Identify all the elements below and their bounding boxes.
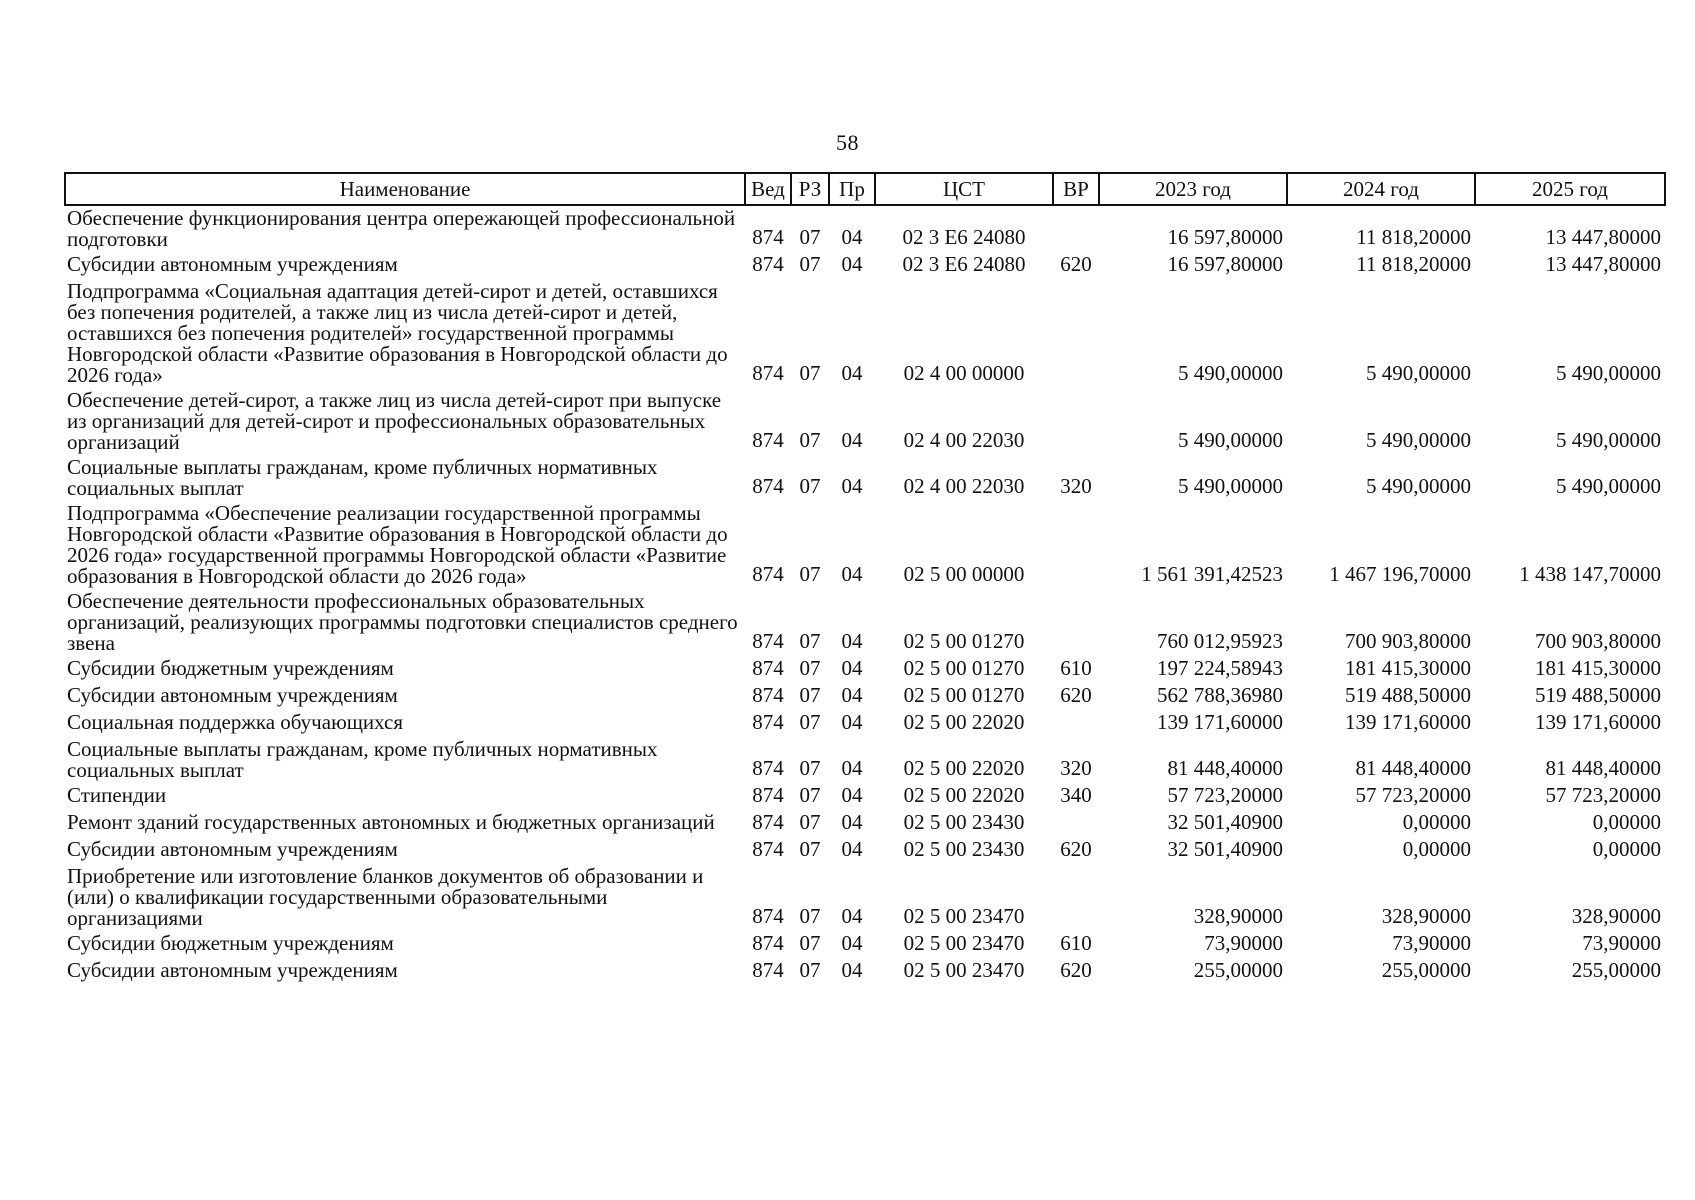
- table-row: [65, 958, 1665, 985]
- cell-name: Социальные выплаты гражданам, кроме публичных нормативных социальных выплат: [67, 455, 658, 500]
- cell-2024: 5 490,00000: [1366, 361, 1471, 385]
- cell-name: Субсидии бюджетным учреждениям: [67, 656, 394, 680]
- cell-2025: 13 447,80000: [1545, 225, 1661, 249]
- cell-pr: 04: [841, 361, 863, 385]
- cell-cst: 02 5 00 23430: [903, 837, 1025, 861]
- cell-2025: 255,00000: [1571, 958, 1661, 982]
- cell-cst: 02 5 00 22020: [903, 710, 1025, 734]
- cell-2024: 181 415,30000: [1345, 656, 1471, 680]
- cell-ved: 874: [752, 683, 784, 707]
- cell-vr: 610: [1060, 656, 1092, 680]
- cell-2023: 328,90000: [1193, 904, 1283, 928]
- cell-pr: 04: [841, 756, 863, 780]
- cell-cst: 02 5 00 00000: [903, 562, 1025, 586]
- cell-cst: 02 5 00 23430: [903, 810, 1025, 834]
- cell-cst: 02 3 Е6 24080: [902, 252, 1026, 276]
- cell-rz: 07: [799, 428, 821, 452]
- cell-ved: 874: [752, 225, 784, 249]
- cell-2023: 16 597,80000: [1167, 252, 1283, 276]
- cell-2024: 328,90000: [1381, 904, 1471, 928]
- cell-2025: 81 448,40000: [1545, 756, 1661, 780]
- cell-pr: 04: [841, 562, 863, 586]
- budget-table-container: [64, 172, 1664, 985]
- cell-cst: 02 5 00 23470: [903, 904, 1025, 928]
- cell-vr: 320: [1060, 756, 1092, 780]
- table-row: [65, 864, 1665, 931]
- cell-2023: 81 448,40000: [1167, 756, 1283, 780]
- table-row: [65, 931, 1665, 958]
- cell-2023: 562 788,36980: [1157, 683, 1283, 707]
- cell-cst: 02 5 00 22020: [903, 783, 1025, 807]
- cell-pr: 04: [841, 474, 863, 498]
- cell-2024: 81 448,40000: [1355, 756, 1471, 780]
- cell-2025: 700 903,80000: [1535, 629, 1661, 653]
- table-row: [65, 783, 1665, 810]
- cell-rz: 07: [799, 837, 821, 861]
- page-number: 58: [836, 130, 859, 155]
- cell-2023: 32 501,40900: [1167, 837, 1283, 861]
- cell-cst: 02 4 00 22030: [903, 474, 1025, 498]
- cell-2025: 73,90000: [1582, 931, 1661, 955]
- cell-2023: 73,90000: [1204, 931, 1283, 955]
- table-row: [65, 252, 1665, 279]
- cell-ved: 874: [752, 904, 784, 928]
- header-rz: РЗ: [791, 173, 829, 205]
- cell-2023: 760 012,95923: [1157, 629, 1283, 653]
- cell-pr: 04: [841, 629, 863, 653]
- cell-2023: 5 490,00000: [1178, 428, 1283, 452]
- cell-name: Обеспечение функционирования центра опережающей профессиональной подготовки: [67, 206, 736, 251]
- header-2025: 2025 год: [1475, 173, 1665, 205]
- table-row: [65, 455, 1665, 501]
- cell-2025: 0,00000: [1592, 837, 1661, 861]
- header-ved: Вед: [745, 173, 791, 205]
- cell-2024: 519 488,50000: [1345, 683, 1471, 707]
- header-cst: ЦСТ: [875, 173, 1053, 205]
- header-name: Наименование: [65, 173, 745, 205]
- cell-cst: 02 5 00 01270: [903, 629, 1025, 653]
- table-row: [65, 810, 1665, 837]
- cell-2023: 255,00000: [1193, 958, 1283, 982]
- cell-vr: 620: [1060, 252, 1092, 276]
- cell-rz: 07: [799, 783, 821, 807]
- table-row: [65, 205, 1665, 252]
- cell-2023: 57 723,20000: [1167, 783, 1283, 807]
- cell-rz: 07: [799, 710, 821, 734]
- cell-ved: 874: [752, 958, 784, 982]
- cell-2024: 11 818,20000: [1356, 225, 1471, 249]
- cell-pr: 04: [841, 783, 863, 807]
- cell-pr: 04: [841, 931, 863, 955]
- cell-cst: 02 5 00 22020: [903, 756, 1025, 780]
- cell-cst: 02 3 Е6 24080: [902, 225, 1026, 249]
- table-row: [65, 837, 1665, 864]
- cell-vr: 610: [1060, 931, 1092, 955]
- cell-ved: 874: [752, 756, 784, 780]
- cell-cst: 02 5 00 23470: [903, 931, 1025, 955]
- cell-2024: 1 467 196,70000: [1329, 562, 1471, 586]
- cell-vr: 620: [1060, 683, 1092, 707]
- cell-name: Подпрограмма «Обеспечение реализации государственной программы Новгородской области «Развитие образования в Новгородской области до 2026 года» государственной программы Новгородской области «Развитие образования в Новгородской области до 2026 года»: [67, 501, 728, 588]
- cell-vr: 620: [1060, 958, 1092, 982]
- budget-table: [64, 172, 1666, 985]
- cell-2023: 197 224,58943: [1157, 656, 1283, 680]
- cell-pr: 04: [841, 710, 863, 734]
- cell-2023: 5 490,00000: [1178, 361, 1283, 385]
- cell-rz: 07: [799, 756, 821, 780]
- cell-rz: 07: [799, 629, 821, 653]
- cell-ved: 874: [752, 428, 784, 452]
- cell-rz: 07: [799, 958, 821, 982]
- header-vr: ВР: [1053, 173, 1099, 205]
- table-row: [65, 656, 1665, 683]
- cell-name: Субсидии автономным учреждениям: [67, 252, 398, 276]
- cell-2024: 139 171,60000: [1345, 710, 1471, 734]
- cell-vr: [1053, 388, 1099, 455]
- cell-vr: 340: [1060, 783, 1092, 807]
- cell-pr: 04: [841, 810, 863, 834]
- cell-ved: 874: [752, 252, 784, 276]
- cell-rz: 07: [799, 810, 821, 834]
- cell-2024: 5 490,00000: [1366, 474, 1471, 498]
- cell-name: Социальная поддержка обучающихся: [67, 710, 404, 734]
- cell-vr: 320: [1060, 474, 1092, 498]
- cell-rz: 07: [799, 904, 821, 928]
- cell-2024: 255,00000: [1381, 958, 1471, 982]
- cell-ved: 874: [752, 656, 784, 680]
- cell-ved: 874: [752, 931, 784, 955]
- cell-ved: 874: [752, 810, 784, 834]
- table-row: [65, 279, 1665, 388]
- cell-name: Подпрограмма «Социальная адаптация детей-сирот и детей, оставшихся без попечения родителей, а также лиц из числа детей-сирот и детей, оставшихся без попечения родителей» государственной программы Новгородской области «Развитие образования в Новгородской области до 2026 года»: [67, 279, 728, 387]
- cell-cst: 02 5 00 01270: [903, 656, 1025, 680]
- table-row: [65, 388, 1665, 455]
- cell-2024: 5 490,00000: [1366, 428, 1471, 452]
- header-2023: 2023 год: [1099, 173, 1287, 205]
- cell-name: Стипендии: [67, 783, 167, 807]
- cell-2025: 5 490,00000: [1556, 474, 1661, 498]
- cell-cst: 02 5 00 23470: [903, 958, 1025, 982]
- cell-vr: [1053, 501, 1099, 589]
- cell-ved: 874: [752, 837, 784, 861]
- cell-rz: 07: [799, 225, 821, 249]
- cell-2025: 57 723,20000: [1545, 783, 1661, 807]
- table-header-row: [65, 173, 1665, 205]
- cell-name: Субсидии автономным учреждениям: [67, 683, 398, 707]
- cell-vr: [1053, 589, 1099, 656]
- cell-name: Субсидии автономным учреждениям: [67, 958, 398, 982]
- header-2024: 2024 год: [1287, 173, 1475, 205]
- cell-2024: 0,00000: [1402, 837, 1471, 861]
- cell-ved: 874: [752, 474, 784, 498]
- cell-2025: 139 171,60000: [1535, 710, 1661, 734]
- cell-name: Субсидии автономным учреждениям: [67, 837, 398, 861]
- cell-2023: 1 561 391,42523: [1141, 562, 1283, 586]
- cell-rz: 07: [799, 683, 821, 707]
- cell-rz: 07: [799, 361, 821, 385]
- cell-2023: 139 171,60000: [1157, 710, 1283, 734]
- table-body: [65, 205, 1665, 985]
- cell-rz: 07: [799, 931, 821, 955]
- cell-rz: 07: [799, 656, 821, 680]
- cell-name: Обеспечение деятельности профессиональных образовательных организаций, реализующих программы подготовки специалистов среднего звена: [67, 589, 738, 655]
- cell-vr: [1053, 864, 1099, 931]
- cell-2023: 5 490,00000: [1178, 474, 1283, 498]
- cell-2025: 328,90000: [1571, 904, 1661, 928]
- cell-vr: [1053, 810, 1099, 837]
- cell-2024: 73,90000: [1392, 931, 1471, 955]
- table-row: [65, 737, 1665, 783]
- cell-name: Субсидии бюджетным учреждениям: [67, 931, 394, 955]
- cell-pr: 04: [841, 428, 863, 452]
- cell-pr: 04: [841, 837, 863, 861]
- cell-ved: 874: [752, 783, 784, 807]
- cell-vr: 620: [1060, 837, 1092, 861]
- cell-pr: 04: [841, 958, 863, 982]
- table-row: [65, 501, 1665, 589]
- cell-2025: 181 415,30000: [1535, 656, 1661, 680]
- cell-ved: 874: [752, 562, 784, 586]
- cell-cst: 02 4 00 00000: [903, 361, 1025, 385]
- cell-2024: 700 903,80000: [1345, 629, 1471, 653]
- table-row: [65, 589, 1665, 656]
- cell-name: Приобретение или изготовление бланков документов об образовании и (или) о квалификации государственными образовательными организациями: [67, 864, 704, 930]
- table-row: [65, 710, 1665, 737]
- cell-name: Обеспечение детей-сирот, а также лиц из числа детей-сирот при выпуске из организаций для детей-сирот и профессиональных образовательных организаций: [67, 388, 722, 454]
- cell-rz: 07: [799, 252, 821, 276]
- cell-2024: 0,00000: [1402, 810, 1471, 834]
- cell-ved: 874: [752, 710, 784, 734]
- cell-pr: 04: [841, 225, 863, 249]
- cell-rz: 07: [799, 474, 821, 498]
- cell-2025: 0,00000: [1592, 810, 1661, 834]
- cell-2025: 13 447,80000: [1545, 252, 1661, 276]
- cell-2025: 5 490,00000: [1556, 361, 1661, 385]
- cell-vr: [1053, 279, 1099, 388]
- cell-pr: 04: [841, 904, 863, 928]
- cell-cst: 02 5 00 01270: [903, 683, 1025, 707]
- cell-rz: 07: [799, 562, 821, 586]
- table-row: [65, 683, 1665, 710]
- cell-2023: 32 501,40900: [1167, 810, 1283, 834]
- cell-2024: 57 723,20000: [1355, 783, 1471, 807]
- cell-cst: 02 4 00 22030: [903, 428, 1025, 452]
- cell-2025: 519 488,50000: [1535, 683, 1661, 707]
- header-pr: Пр: [829, 173, 875, 205]
- cell-vr: [1053, 710, 1099, 737]
- cell-pr: 04: [841, 656, 863, 680]
- cell-ved: 874: [752, 629, 784, 653]
- cell-pr: 04: [841, 252, 863, 276]
- cell-ved: 874: [752, 361, 784, 385]
- cell-name: Социальные выплаты гражданам, кроме публичных нормативных социальных выплат: [67, 737, 658, 782]
- cell-2023: 16 597,80000: [1167, 225, 1283, 249]
- cell-2025: 5 490,00000: [1556, 428, 1661, 452]
- cell-name: Ремонт зданий государственных автономных и бюджетных организаций: [67, 810, 715, 834]
- cell-2025: 1 438 147,70000: [1519, 562, 1661, 586]
- cell-vr: [1053, 205, 1099, 252]
- cell-pr: 04: [841, 683, 863, 707]
- cell-2024: 11 818,20000: [1356, 252, 1471, 276]
